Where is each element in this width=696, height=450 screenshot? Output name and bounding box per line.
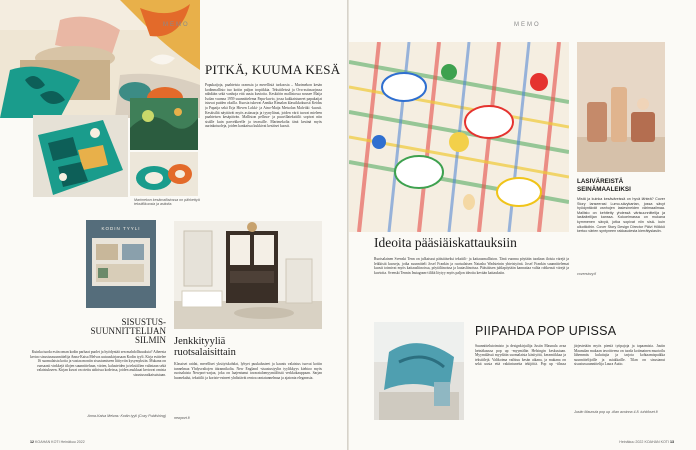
- plates-photo: [130, 152, 198, 196]
- right-page-number: 13: [670, 440, 674, 444]
- interior-illustration: [174, 221, 322, 329]
- left-page: [0, 0, 347, 450]
- easter-table-photo: [349, 42, 569, 232]
- sidebar-credit: coverstory.fi: [577, 272, 597, 276]
- pattern-cushion-illustration: [33, 115, 128, 197]
- article-headline: PITKÄ, KUUMA KESÄ: [205, 62, 341, 77]
- left-issue-date: Heinäkuu 2022: [60, 440, 85, 444]
- sidebar-body: Mistä ja kuinka kesäväreissä on hyvä lähteä? Cover Story lanseerasi Lumo-sävykartan, jossa sävyt hyödyntävät vanhojen lasiesineiden värimaailmaa. Mallisto on kehitetty yhdessä värisuunnittelija ja lasitaiteilijan kanssa. Kokoelmassa on mukana kymmenen sävyä, jotka sopivat niin sisä- kuin ulkotiloihin. Cover Story Design Director Päivi Hölkkö kertoo värien syntyneen rakkaudesta kierrätyslasiin.: [577, 197, 665, 234]
- book-cover-illustration: [86, 220, 156, 308]
- popup-shop-illustration: [374, 322, 464, 420]
- sidebar-headline: LASIVÄREISTÄ SEINÄMAALEIKSI: [577, 178, 631, 193]
- book-body: Kuinka tuoda esiin oman kodin parhaat puolet ja hyödyntää sen mahdollisuuksia? Aiheesta kertoo sisustussuunnittelija Anna-Kaisa Melvas uutuuskirjassaan Kodin tyyli. Kirja esittelee 16 suomalaista kotia ja vastaa moniin sisustamiseen liittyviin kysymyksiin. Mukana on runsaasti vinkkejä tilojen suunnitteluun, värien, kalusteiden ja tekstiilien valintaan sekä valaistukseen. Kirjan kuvat on otettu aidoissa kodeissa, joiden asukkaat kertovat omista sisustusratkaisuistaan.: [30, 350, 166, 377]
- paint-jars-photo: [577, 42, 665, 172]
- newport-headline: Jenkkityyliä ruotsalaisittain: [174, 336, 236, 358]
- easter-body: Ruotsalainen Svenskt Tenn on julkaissut pääsiäiseksi tekstiili- ja kattausmalliston. Tänä vuonna pöytään tuodaan iloisia värejä ja leikkisiä kuoseja, jotka suunnitteli Josef Frankin ja ruotsalaisen Natasha Wadsteinin yhteistyönä. Josef Frankin suunnittelemat kuosit toimivat myös kattausliinoissa, pöytäliinoissa ja lautasliinoissa. Pääsiäisen juhlapöytään kannattaa valita rohkeasti värejä ja kuvioita. Svenskt Tennin Instagram-tililtä löytyy myös paljon ideoita kevään kattauksiin.: [374, 257, 569, 275]
- green-pattern-photo: [130, 98, 198, 150]
- teal-pattern-photo: [33, 115, 128, 197]
- glass-objects-illustration: [577, 42, 665, 172]
- book-headline: SISUSTUS- SUUNNITTELIJAN SILMIN: [90, 317, 166, 346]
- popup-headline: PIIPAHDA POP UPISSA: [475, 324, 617, 338]
- book-credit: Anna-Kaisa Melvas: Kodin tyyli (Cozy Publishing): [87, 414, 166, 418]
- plates-illustration: [130, 152, 198, 196]
- photo-caption: Marimekon kesämallistossa on pähkettyä tekstiilikuosia ja astioita.: [134, 198, 200, 207]
- left-folio: [30, 440, 85, 444]
- left-page-number: 12: [30, 440, 34, 444]
- article-body: Papukaijoja, paahteista oranssia ja merellistä turkoosia – Marimekon kesän kodinmallisto tuo kotiin paljon tropiikkia. Tekstiileissä ja Ova-astiasarjassa nähdään sekä vanhoja että uusia kuvioita. Keskiöön mallistossa nousee Maija Isolan vuonna 1959 suunnittelema Papu-kuvio, jossa kukkaistuneet papukaijat istuvat puiden oksilla. Kuosia tukevat Annika Rimalan klassikkokuosit Keidas ja Papaija sekä Erja Hirven Lokki- ja Aino-Maija Metsolan Malviiki -kuosit. Kesäisiltä näyttävät myös astiasarja ja tyynyliinat, joiden värit tuovat mieleen paahteisen kesäpäivän. Malliston pellava- ja puuvillatekstiilit sopivat niin sisälle kuin parvekkeelle ja terassille. Marimekolta tänä kesänä myös aurinkotuoleja, joiden kankaissa kukkivat kesäiset kuosit.: [205, 83, 322, 129]
- newport-interior-photo: [174, 221, 322, 329]
- memo-label-right: MEMO: [514, 22, 541, 28]
- right-magazine-name: KOAHAN KOTI: [644, 440, 669, 444]
- newport-credit: newport.fi: [174, 416, 190, 420]
- newport-body: Klassiset raidat, merelliset yksityiskohdat, lyhyet puukalusteet ja kaunis valaistus tuovat kotiin tunnelmaa Yhdysvaltojen itärannikolta. New England -sisustustyylin tyylikkyys kiehtoo myös ruotsalaista Newport-sarjaa, joka on laajentunut tavaratalomyymälöistä verkkokauppaan. Sarjan huonekalut, tekstiilit ja koriste-esineet yhdistävät rentoa rantatunnelmaa ja ajatonta eleganssia.: [174, 362, 322, 380]
- right-issue-date: Heinäkuu 2022: [619, 440, 644, 444]
- popup-shop-photo: [374, 322, 464, 420]
- memo-label: MEMO: [163, 22, 190, 28]
- easter-table-illustration: [349, 42, 569, 232]
- popup-body: Suunnittelutoimisto ja designkirjailija Justin Maunula avaa heinäkuussa pop up -myymälän Helsingin keskustaan. Myymälässä myydään suomalaista käsityötä, keramiikkaa ja tekstiilejä. Valikoima vaihtuu kesän aikana, ja mukana on sekä uusia että vakiintuneita tekijöitä. Pop up -tilassa järjestetään myös pieniä työpajoja ja tapaamisia. Justin Maunulan mukaan tavoitteena on tuoda kotimainen muotoilu lähemmäs kuluttajia ja tarjota kohtaamispaikka suunnittelijoille ja asiakkaille. Tilan on sisustanut sisustussuunnittelija Laura Autio.: [475, 344, 665, 367]
- right-folio: [619, 440, 674, 444]
- left-magazine-name: KOAHAN KOTI: [35, 440, 60, 444]
- popup-credit: Justin Maunula pop up -tilan avoinna 4.8. tuhkikset.fi: [574, 410, 658, 414]
- green-fabric-illustration: [130, 98, 198, 150]
- book-cover-title: KODIN TYYLI: [101, 226, 141, 231]
- book-cover: [86, 220, 156, 308]
- right-page: [349, 0, 696, 450]
- easter-headline: Ideoita pääsiäiskattauksiin: [374, 235, 517, 250]
